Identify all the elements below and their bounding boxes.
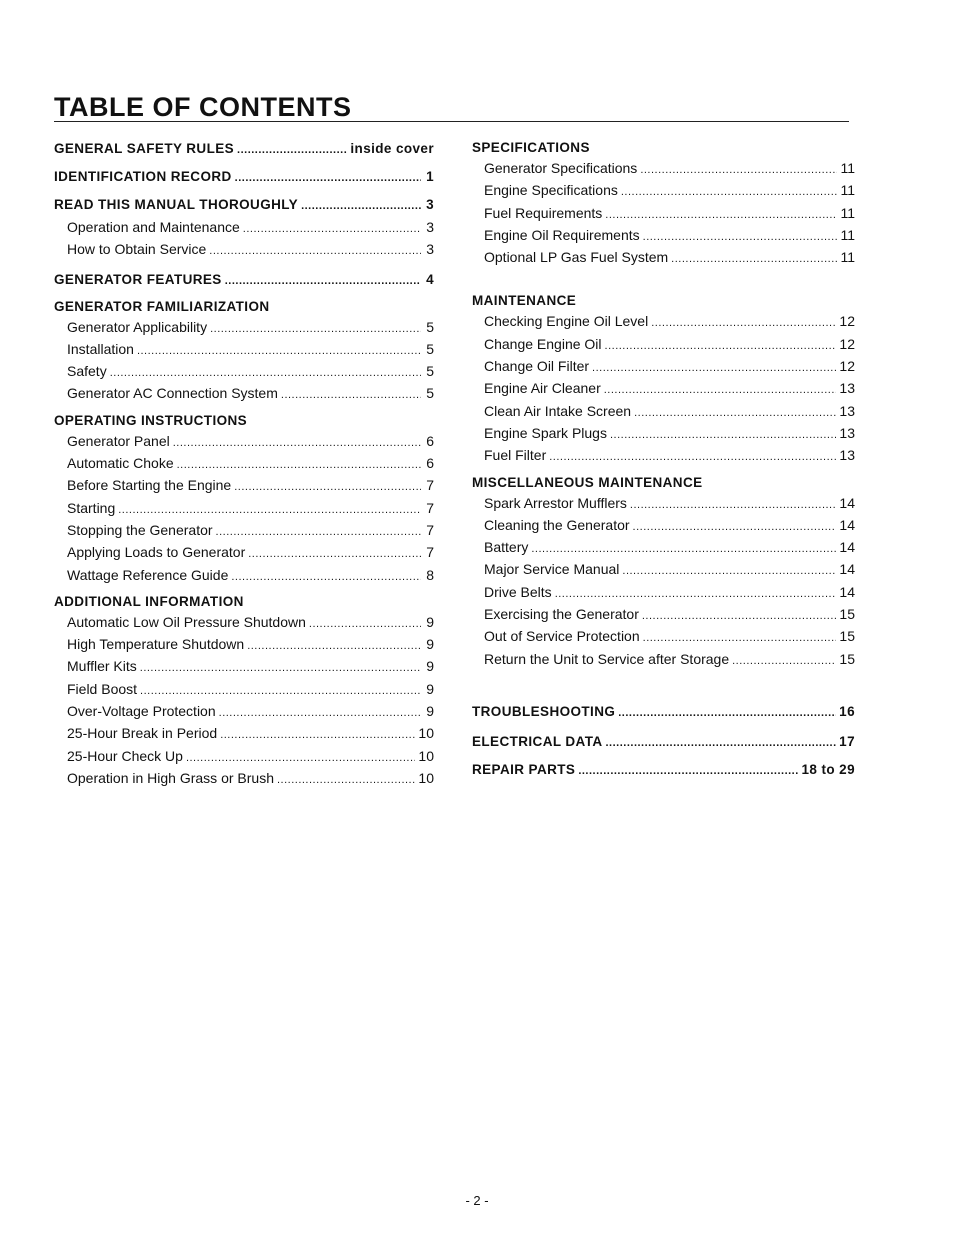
toc-leader-dots <box>177 455 421 475</box>
toc-entry-title: GENERATOR FEATURES <box>54 271 222 287</box>
toc-leader-dots <box>592 358 836 378</box>
toc-entry-page: 12 <box>839 335 855 352</box>
toc-entry-title: Applying Loads to Generator <box>67 544 246 561</box>
toc-entry-page: 15 <box>839 650 855 667</box>
toc-leader-dots <box>732 651 836 671</box>
toc-entry-page: 5 <box>426 363 434 380</box>
toc-entry-page: 11 <box>840 160 855 176</box>
toc-entry-page: 13 <box>839 447 855 464</box>
section-heading-additional: ADDITIONAL INFORMATION <box>54 593 244 609</box>
toc-entry[interactable] <box>54 431 434 453</box>
toc-entry-page: 12 <box>839 313 855 330</box>
toc-entry-identification-record[interactable] <box>54 166 434 189</box>
toc-entry-title: High Temperature Shutdown <box>67 636 245 653</box>
toc-leader-dots <box>606 732 837 754</box>
toc-entry-how-to-obtain-service[interactable] <box>54 239 434 261</box>
toc-entry-title: Cleaning the Generator <box>484 516 630 533</box>
toc-entry-page: 15 <box>839 606 855 623</box>
toc-entry-title: TROUBLESHOOTING <box>472 703 616 719</box>
toc-entry-page: 9 <box>426 658 434 675</box>
toc-entry-title: Return the Unit to Service after Storage <box>484 650 730 667</box>
toc-entry[interactable] <box>54 453 434 475</box>
toc-entry[interactable] <box>472 493 855 515</box>
toc-leader-dots <box>110 363 421 383</box>
toc-entry[interactable] <box>54 634 434 656</box>
toc-entry-title: Operation in High Grass or Brush <box>67 769 274 786</box>
toc-entry[interactable] <box>54 339 434 361</box>
toc-entry-title: Starting <box>67 499 116 516</box>
toc-entry[interactable] <box>472 559 855 581</box>
toc-entry[interactable] <box>54 475 434 497</box>
toc-entry[interactable] <box>472 582 855 604</box>
toc-entry-page: 8 <box>426 566 434 583</box>
toc-entry-title: Muffler Kits <box>67 658 137 675</box>
toc-leader-dots <box>634 403 836 423</box>
toc-entry-page: 3 <box>426 219 434 235</box>
toc-entry[interactable] <box>54 361 434 383</box>
toc-left-column <box>54 138 434 790</box>
toc-entry-title: Spark Arrestor Mufflers <box>484 494 627 511</box>
section-heading-maintenance: MAINTENANCE <box>472 293 577 309</box>
toc-leader-dots <box>578 760 798 782</box>
toc-entry-title: Change Engine Oil <box>484 335 602 352</box>
section-heading-specifications: SPECIFICATIONS <box>472 140 590 155</box>
toc-entry-title: Clean Air Intake Screen <box>484 402 632 419</box>
toc-leader-dots <box>248 544 421 564</box>
toc-entry[interactable] <box>54 542 434 564</box>
toc-entry-page: 13 <box>839 424 855 441</box>
toc-entry[interactable] <box>54 656 434 678</box>
toc-entry-title: Generator AC Connection System <box>67 385 278 402</box>
toc-entry-title: Engine Oil Requirements <box>484 226 640 243</box>
toc-right-column <box>472 138 855 782</box>
toc-entry[interactable] <box>472 604 855 626</box>
toc-entry-operation-and-maintenance[interactable] <box>54 217 434 239</box>
toc-entry-page: 17 <box>839 733 855 749</box>
toc-entry[interactable] <box>472 311 855 333</box>
toc-entry-page: 11 <box>840 249 855 266</box>
toc-entry[interactable] <box>472 334 855 356</box>
toc-entry-page: 1 <box>426 169 434 184</box>
toc-entry-page: 6 <box>426 432 434 449</box>
toc-entry-page: 16 <box>839 703 855 719</box>
toc-entry-page: 9 <box>426 680 434 697</box>
toc-entry-page: 14 <box>839 539 855 556</box>
toc-entry-page: 10 <box>418 725 434 742</box>
toc-entry-page: 7 <box>426 499 434 516</box>
toc-leader-dots <box>640 160 837 180</box>
toc-entry-title: Stopping the Generator <box>67 521 213 538</box>
toc-entry[interactable] <box>472 158 855 180</box>
toc-leader-dots <box>243 219 421 239</box>
toc-entry[interactable] <box>54 498 434 520</box>
toc-entry-title: ELECTRICAL DATA <box>472 733 603 749</box>
toc-entry-title: GENERAL SAFETY RULES <box>54 141 235 156</box>
toc-leader-dots <box>643 628 837 648</box>
toc-entry-page: 9 <box>426 613 434 630</box>
toc-entry[interactable] <box>472 247 855 269</box>
toc-leader-dots <box>225 270 421 292</box>
toc-entry-title: Wattage Reference Guide <box>67 566 229 583</box>
toc-entry-general-safety-rules[interactable] <box>54 138 434 161</box>
toc-entry-title: Engine Air Cleaner <box>484 380 601 397</box>
toc-leader-dots <box>186 748 415 768</box>
toc-entry[interactable] <box>472 401 855 423</box>
toc-entry-title: Operation and Maintenance <box>67 219 240 235</box>
toc-entry-page: 3 <box>426 241 434 258</box>
toc-entry[interactable] <box>54 383 434 405</box>
toc-entry-page: 11 <box>840 204 855 221</box>
toc-entry-page: 3 <box>426 197 434 212</box>
toc-entry-page: 18 to 29 <box>801 761 855 777</box>
toc-leader-dots <box>140 681 421 701</box>
page-number: - 2 - <box>465 1193 489 1208</box>
toc-entry-page: 12 <box>839 358 855 375</box>
toc-entry-title: Change Oil Filter <box>484 358 590 375</box>
toc-entry[interactable] <box>472 445 855 467</box>
toc-leader-dots <box>210 319 421 339</box>
toc-entry-title: 25-Hour Check Up <box>67 747 183 764</box>
toc-leader-dots <box>234 477 421 497</box>
toc-entry-page: 11 <box>840 226 855 243</box>
toc-leader-dots <box>220 725 415 745</box>
toc-entry[interactable] <box>54 701 434 723</box>
toc-entry[interactable] <box>472 180 855 202</box>
toc-leader-dots <box>219 703 421 723</box>
toc-entry-title: Field Boost <box>67 680 138 697</box>
toc-leader-dots <box>235 167 421 189</box>
toc-entry[interactable] <box>472 225 855 247</box>
toc-entry-title: Checking Engine Oil Level <box>484 313 649 330</box>
toc-entry[interactable] <box>472 626 855 648</box>
toc-entry-title: Generator Specifications <box>484 160 638 176</box>
toc-entry-page: 4 <box>426 271 434 287</box>
toc-entry-title: Generator Applicability <box>67 318 208 335</box>
toc-leader-dots <box>605 336 837 356</box>
toc-leader-dots <box>549 447 836 467</box>
section-heading-operating: OPERATING INSTRUCTIONS <box>54 412 248 428</box>
toc-leader-dots <box>118 500 421 520</box>
toc-entry-page: 11 <box>840 182 855 199</box>
toc-leader-dots <box>140 658 421 678</box>
toc-entry-page: 9 <box>426 636 434 653</box>
toc-entry-page: 14 <box>839 561 855 578</box>
toc-leader-dots <box>618 702 836 724</box>
toc-entry[interactable] <box>472 203 855 225</box>
toc-entry-electrical-data[interactable] <box>472 731 855 754</box>
toc-entry-title: Engine Spark Plugs <box>484 424 607 441</box>
toc-entry-page: 10 <box>418 747 434 764</box>
toc-entry-title: READ THIS MANUAL THOROUGHLY <box>54 197 299 212</box>
toc-leader-dots <box>605 205 837 225</box>
toc-leader-dots <box>301 195 421 217</box>
toc-entry[interactable] <box>472 378 855 400</box>
toc-leader-dots <box>237 139 347 161</box>
toc-leader-dots <box>216 522 421 542</box>
toc-entry[interactable] <box>54 317 434 339</box>
toc-entry-title: Installation <box>67 340 134 357</box>
toc-leader-dots <box>651 313 836 333</box>
toc-entry-title: Generator Panel <box>67 432 170 449</box>
toc-entry[interactable] <box>54 520 434 542</box>
toc-leader-dots <box>630 495 837 515</box>
toc-entry-title: Exercising the Generator <box>484 606 639 623</box>
toc-entry[interactable] <box>54 768 434 790</box>
toc-leader-dots <box>622 561 836 581</box>
toc-leader-dots <box>137 341 421 361</box>
toc-entry-title: Optional LP Gas Fuel System <box>484 249 669 266</box>
toc-entry[interactable] <box>472 356 855 378</box>
toc-entry[interactable] <box>54 565 434 587</box>
toc-entry-title: REPAIR PARTS <box>472 761 576 777</box>
toc-entry-page: 10 <box>418 769 434 786</box>
toc-entry-page: 7 <box>426 477 434 494</box>
toc-entry-page: 14 <box>839 583 855 600</box>
toc-leader-dots <box>173 433 421 453</box>
toc-leader-dots <box>633 517 837 537</box>
toc-entry-page: 7 <box>426 544 434 561</box>
toc-entry-title: 25-Hour Break in Period <box>67 725 218 742</box>
toc-entry[interactable] <box>472 515 855 537</box>
toc-entry-page: 13 <box>839 402 855 419</box>
page-title: TABLE OF CONTENTS <box>54 92 352 122</box>
toc-leader-dots <box>642 606 837 626</box>
toc-entry-page: 14 <box>839 516 855 533</box>
section-heading-familiarization: GENERATOR FAMILIARIZATION <box>54 298 270 314</box>
toc-entry-page: 7 <box>426 521 434 538</box>
toc-entry[interactable] <box>472 649 855 671</box>
toc-leader-dots <box>643 227 838 247</box>
toc-leader-dots <box>555 584 837 604</box>
toc-leader-dots <box>247 636 421 656</box>
toc-entry-title: Over-Voltage Protection <box>67 703 216 720</box>
toc-leader-dots <box>621 182 838 202</box>
toc-entry-page: 5 <box>426 318 434 335</box>
toc-leader-dots <box>604 380 837 400</box>
toc-entry-page: 15 <box>839 628 855 645</box>
toc-entry-title: Battery <box>484 539 529 556</box>
toc-entry[interactable] <box>54 723 434 745</box>
toc-entry-title: IDENTIFICATION RECORD <box>54 169 232 184</box>
toc-entry-title: Automatic Low Oil Pressure Shutdown <box>67 613 306 630</box>
toc-entry-title: Fuel Filter <box>484 447 547 464</box>
toc-entry-title: Fuel Requirements <box>484 204 603 221</box>
toc-entry-page: 13 <box>839 380 855 397</box>
toc-leader-dots <box>671 249 837 269</box>
toc-entry-page: 6 <box>426 455 434 472</box>
toc-entry-title: Before Starting the Engine <box>67 477 232 494</box>
toc-entry-page: 5 <box>426 385 434 402</box>
toc-entry-read-this-manual[interactable] <box>54 194 434 217</box>
toc-entry-title: Drive Belts <box>484 583 552 600</box>
toc-entry[interactable] <box>472 537 855 559</box>
toc-entry[interactable] <box>472 423 855 445</box>
section-heading-misc-maintenance: MISCELLANEOUS MAINTENANCE <box>472 474 703 490</box>
toc-entry-page: 9 <box>426 703 434 720</box>
toc-entry-title: Automatic Choke <box>67 455 174 472</box>
title-rule <box>54 121 849 122</box>
toc-entry-title: Engine Specifications <box>484 182 618 199</box>
toc-entry-page: inside cover <box>350 141 434 156</box>
toc-leader-dots <box>531 539 836 559</box>
toc-entry[interactable] <box>54 679 434 701</box>
toc-entry[interactable] <box>54 612 434 634</box>
toc-entry-title: Major Service Manual <box>484 561 620 578</box>
toc-leader-dots <box>281 385 421 405</box>
toc-leader-dots <box>209 241 421 261</box>
toc-leader-dots <box>610 425 836 445</box>
toc-entry-title: Safety <box>67 363 107 380</box>
toc-entry-repair-parts[interactable] <box>472 759 855 782</box>
toc-entry-title: How to Obtain Service <box>67 241 207 258</box>
toc-leader-dots <box>277 770 415 790</box>
toc-leader-dots <box>309 614 421 634</box>
toc-entry-page: 5 <box>426 340 434 357</box>
toc-entry-title: Out of Service Protection <box>484 628 640 645</box>
toc-leader-dots <box>231 567 421 587</box>
toc-entry-generator-features[interactable] <box>54 269 434 292</box>
toc-entry[interactable] <box>54 746 434 768</box>
toc-entry-page: 14 <box>839 494 855 511</box>
toc-entry-troubleshooting[interactable] <box>472 701 855 724</box>
